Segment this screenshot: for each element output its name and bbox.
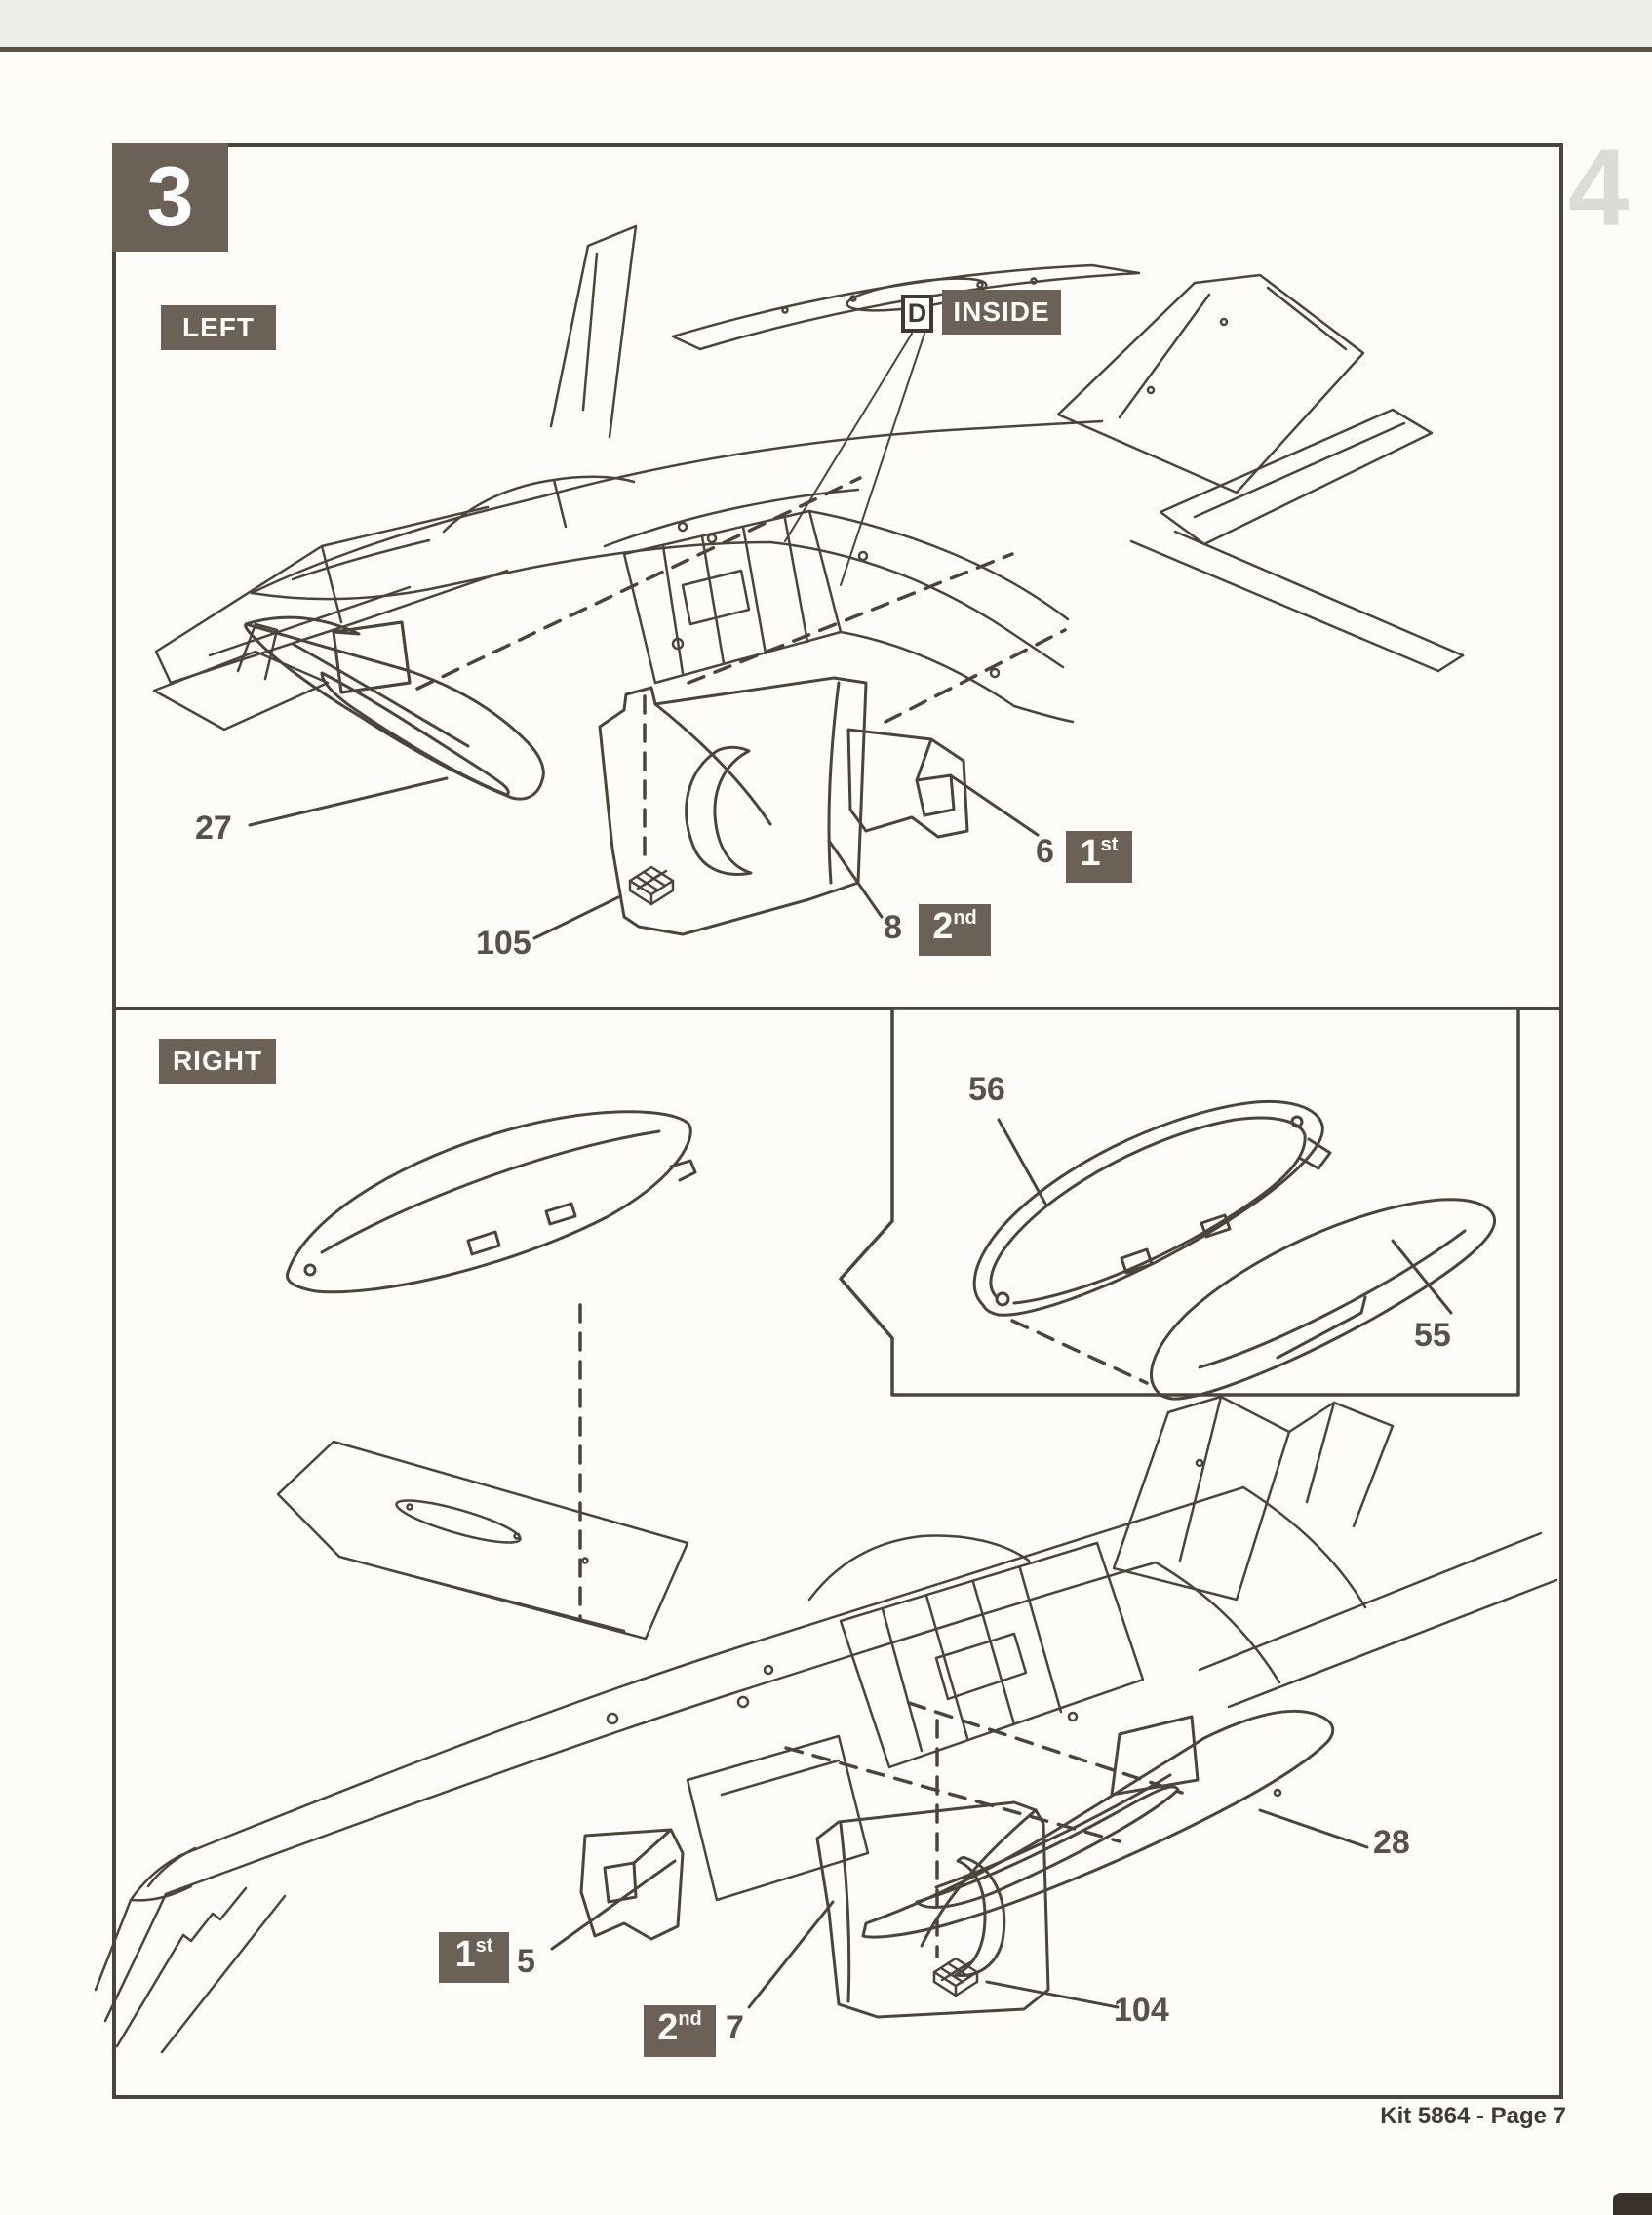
left-part-6-drawing bbox=[848, 730, 967, 837]
left-part-105-drawing bbox=[630, 867, 673, 904]
callout-part-7: 7 bbox=[726, 2009, 744, 2046]
right-view-tag bbox=[159, 1039, 276, 1084]
step-number-box bbox=[112, 143, 228, 252]
inside-tag bbox=[942, 290, 1061, 335]
order-badge-first-left bbox=[1066, 831, 1132, 883]
order-suffix: st bbox=[475, 1935, 493, 1957]
scan-corner-artifact bbox=[1613, 2193, 1652, 2215]
callout-part-5: 5 bbox=[517, 1943, 535, 1980]
step-number: 3 bbox=[146, 150, 194, 244]
callout-part-27: 27 bbox=[195, 810, 232, 847]
order-number: 2 bbox=[657, 2007, 679, 2048]
inside-pointer-line-2 bbox=[841, 334, 924, 585]
order-number: 1 bbox=[454, 1934, 476, 1975]
order-badge-second-left bbox=[919, 904, 991, 956]
page-footer: Kit 5864 - Page 7 bbox=[1380, 2103, 1566, 2129]
right-view-label: RIGHT bbox=[172, 1046, 263, 1076]
callout-part-28: 28 bbox=[1373, 1824, 1410, 1861]
order-suffix: nd bbox=[678, 2008, 702, 2030]
callout-part-6: 6 bbox=[1036, 833, 1054, 870]
order-badge-second-right bbox=[644, 2005, 716, 2057]
callout-part-104: 104 bbox=[1114, 1992, 1169, 2029]
part-letter: D bbox=[907, 298, 927, 328]
order-number: 1 bbox=[1080, 833, 1101, 874]
order-suffix: st bbox=[1100, 834, 1119, 855]
page-bleed-glyph: 4 bbox=[1568, 127, 1630, 249]
callout-part-55: 55 bbox=[1414, 1317, 1451, 1354]
inside-pointer-line-1 bbox=[785, 334, 912, 541]
callout-part-56: 56 bbox=[968, 1071, 1005, 1108]
order-number: 2 bbox=[932, 906, 954, 947]
order-badge-first-right bbox=[439, 1932, 509, 1983]
left-view-label: LEFT bbox=[182, 312, 255, 342]
right-aircraft-drawing bbox=[96, 1397, 1556, 2052]
part-letter-box bbox=[901, 295, 933, 333]
inside-label: INSIDE bbox=[953, 297, 1050, 327]
right-part-5-drawing bbox=[581, 1830, 683, 1939]
right-part-7-drawing bbox=[817, 1802, 1048, 2017]
fuel-tank-drawing bbox=[287, 1112, 695, 1292]
callout-part-8: 8 bbox=[884, 909, 902, 946]
order-suffix: nd bbox=[953, 907, 977, 929]
callout-part-105: 105 bbox=[476, 925, 531, 962]
right-part-28-drawing bbox=[863, 1711, 1333, 1937]
left-view-tag bbox=[161, 305, 276, 350]
